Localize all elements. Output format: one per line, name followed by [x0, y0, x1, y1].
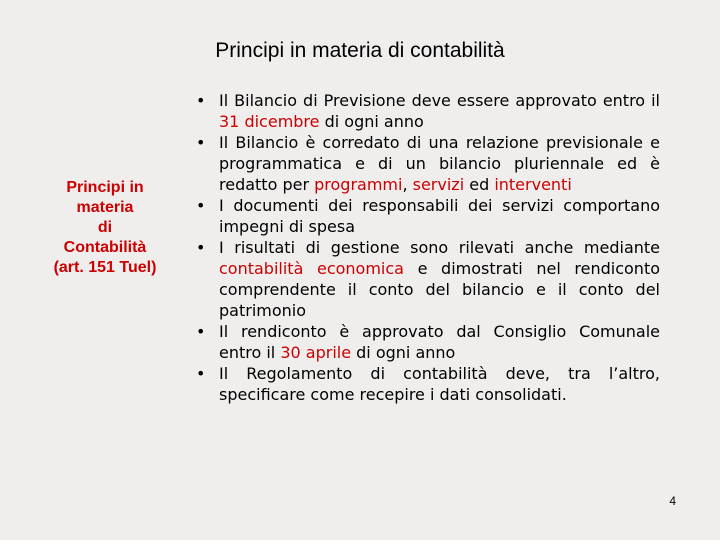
bullet-item — [196, 363, 660, 405]
bullet-text: Il rendiconto è approvato dal Consiglio Comunale entro il — [219, 322, 660, 362]
slide-title: Principi in materia di contabilità — [215, 39, 505, 62]
bullet-text: e dimostrati nel rendiconto comprendente il conto del bilancio e il conto del patrimonio — [219, 259, 661, 320]
highlighted-term: interventi — [494, 175, 572, 194]
bullet-text: I documenti dei responsabili dei servizi comportano impegni di spesa — [219, 196, 660, 236]
bullet-list — [196, 90, 660, 405]
bullet-text: di ogni anno — [319, 112, 424, 131]
bullet-text: Il Bilancio è corredato di una relazione previsionale e programmatica e di un bilancio pluriennale ed è redatto per — [219, 133, 660, 194]
bullet-icon: • — [196, 196, 206, 215]
side-label-line: di — [97, 219, 113, 236]
bullet-item — [196, 195, 660, 237]
side-label — [40, 178, 170, 278]
bullet-item — [196, 90, 660, 132]
side-label-line: Principi in — [66, 179, 144, 196]
bullet-icon: • — [196, 133, 206, 152]
bullet-icon: • — [196, 322, 206, 341]
bullet-item — [196, 237, 660, 321]
highlighted-term: servizi — [412, 175, 465, 194]
side-label-line: (art. 151 Tuel) — [53, 259, 157, 276]
bullet-item — [196, 132, 660, 195]
bullet-text: Il Bilancio di Previsione deve essere approvato entro il — [219, 91, 660, 110]
bullet-text: I risultati di gestione sono rilevati anche mediante — [219, 238, 660, 257]
side-label-line: materia — [76, 199, 134, 216]
highlighted-term: contabilità economica — [219, 259, 404, 278]
highlighted-term: 31 dicembre — [219, 112, 320, 131]
highlighted-term: 30 aprile — [280, 343, 352, 362]
bullet-icon: • — [196, 364, 206, 383]
bullet-item — [196, 321, 660, 363]
side-label-line: Contabilità — [63, 239, 147, 256]
bullet-text: ed — [464, 175, 495, 194]
bullet-text: , — [402, 175, 413, 194]
bullet-text: Il Regolamento di contabilità deve, tra l’altro, specificare come recepire i dati consolidati. — [219, 364, 660, 404]
bullet-text: di ogni anno — [351, 343, 456, 362]
bullet-icon: • — [196, 91, 206, 110]
bullet-icon: • — [196, 238, 206, 257]
highlighted-term: programmi — [314, 175, 403, 194]
page-number: 4 — [669, 494, 676, 508]
